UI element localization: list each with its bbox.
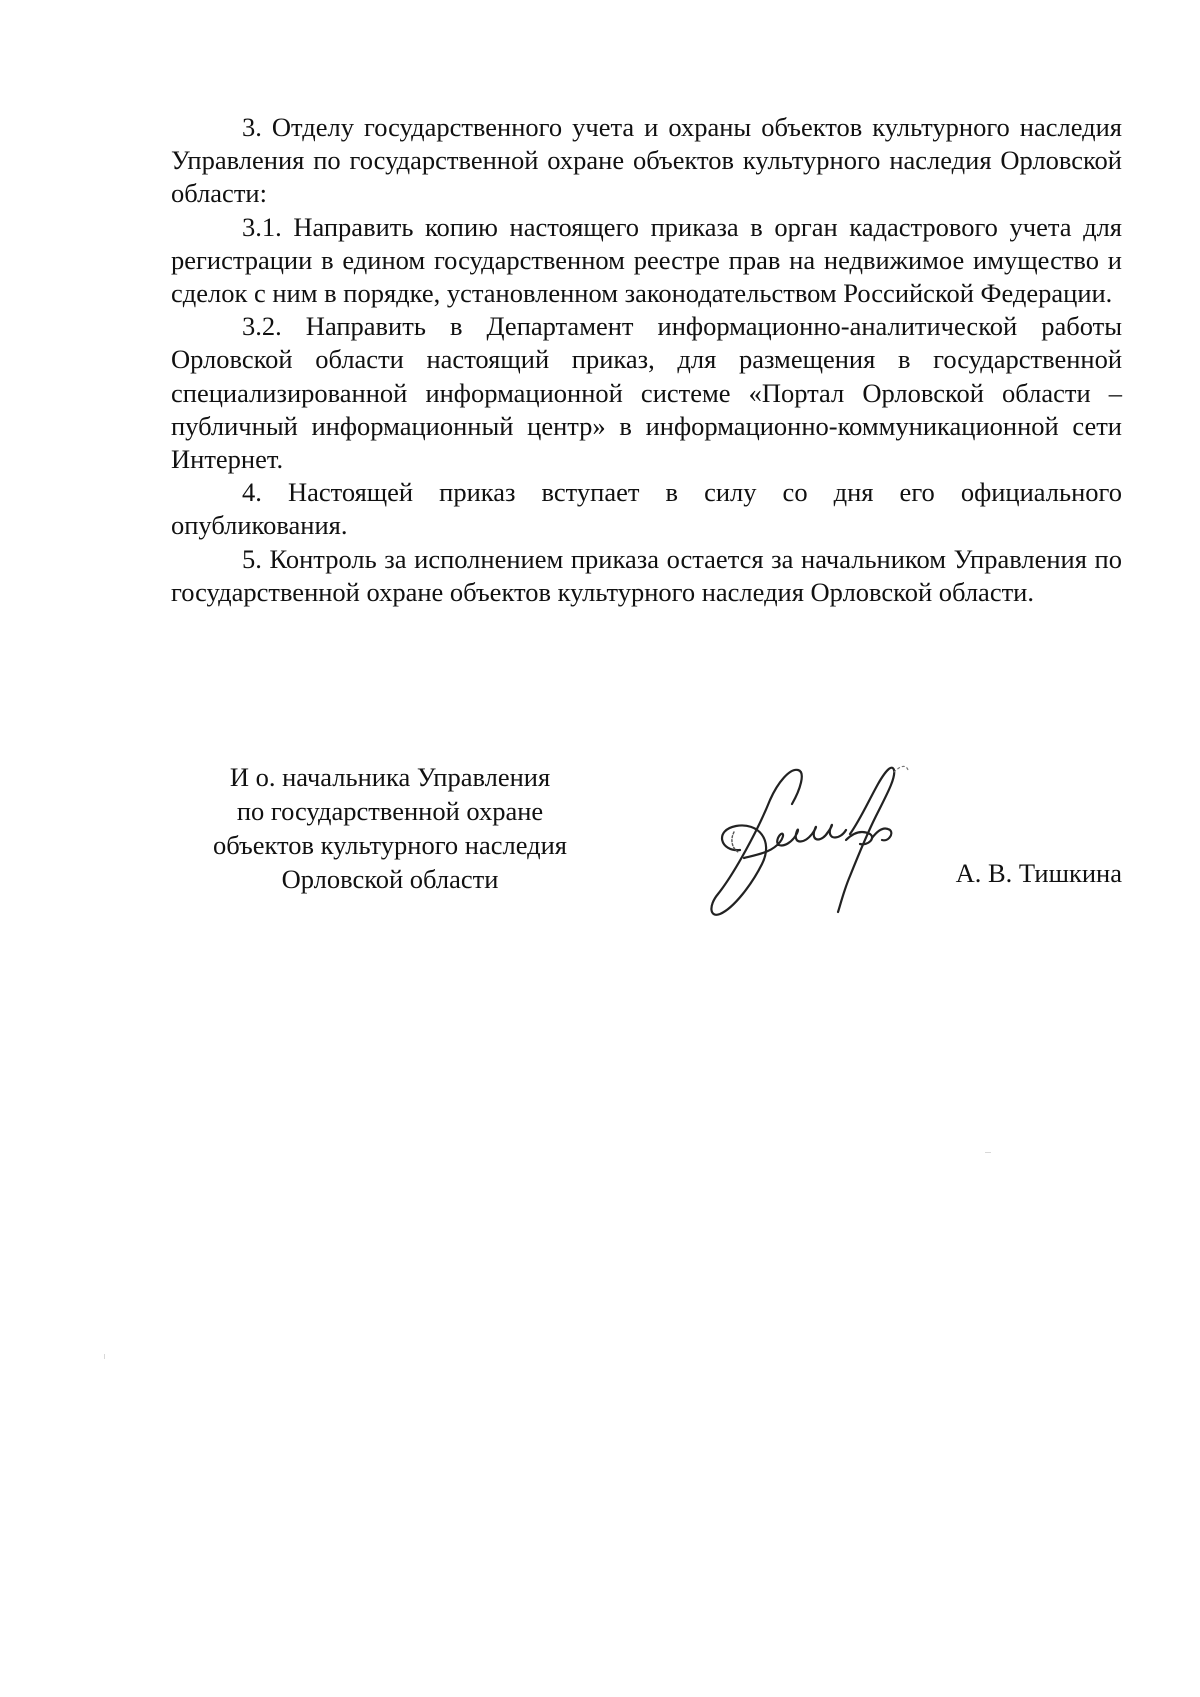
scan-speck — [985, 1152, 991, 1153]
document-body — [171, 111, 1122, 609]
paragraph-4: 4. Настоящей приказ вступает в силу со дня его официального опубликования. — [171, 477, 1122, 541]
paragraph-3-2: 3.2. Направить в Департамент информационно-аналитической работы Орловской области настоящий приказ, для размещения в государственной специализированной информационной системе «Портал Орловской области – публичный информационный центр» в информационно-коммуникационной сети Интернет. — [171, 311, 1122, 475]
paragraph-3: 3. Отделу государственного учета и охраны объектов культурного наследия Управления по государственной охране объектов культурного наследия Орловской области: — [171, 112, 1122, 209]
signature-block — [0, 760, 1200, 940]
position-line-3: объектов культурного наследия — [212, 830, 567, 860]
position-line-2: по государственной охране — [236, 796, 544, 826]
paragraph-5: 5. Контроль за исполнением приказа остается за начальником Управления по государственной охране объектов культурного наследия Орловской области. — [171, 543, 1122, 607]
paragraph-3-1: 3.1. Направить копию настоящего приказа в орган кадастрового учета для регистрации в едином государственном реестре прав на недвижимое имущество и сделок с ним в порядке, установленном законодательством Российской Федерации. — [171, 211, 1122, 309]
handwritten-signature-icon — [700, 760, 920, 920]
scan-speck — [104, 1354, 105, 1359]
signer-position — [185, 760, 595, 896]
position-line-1: И о. начальника Управления — [229, 762, 551, 792]
position-line-4: Орловской области — [281, 864, 499, 894]
signer-name: А. В. Тишкина — [955, 858, 1122, 888]
